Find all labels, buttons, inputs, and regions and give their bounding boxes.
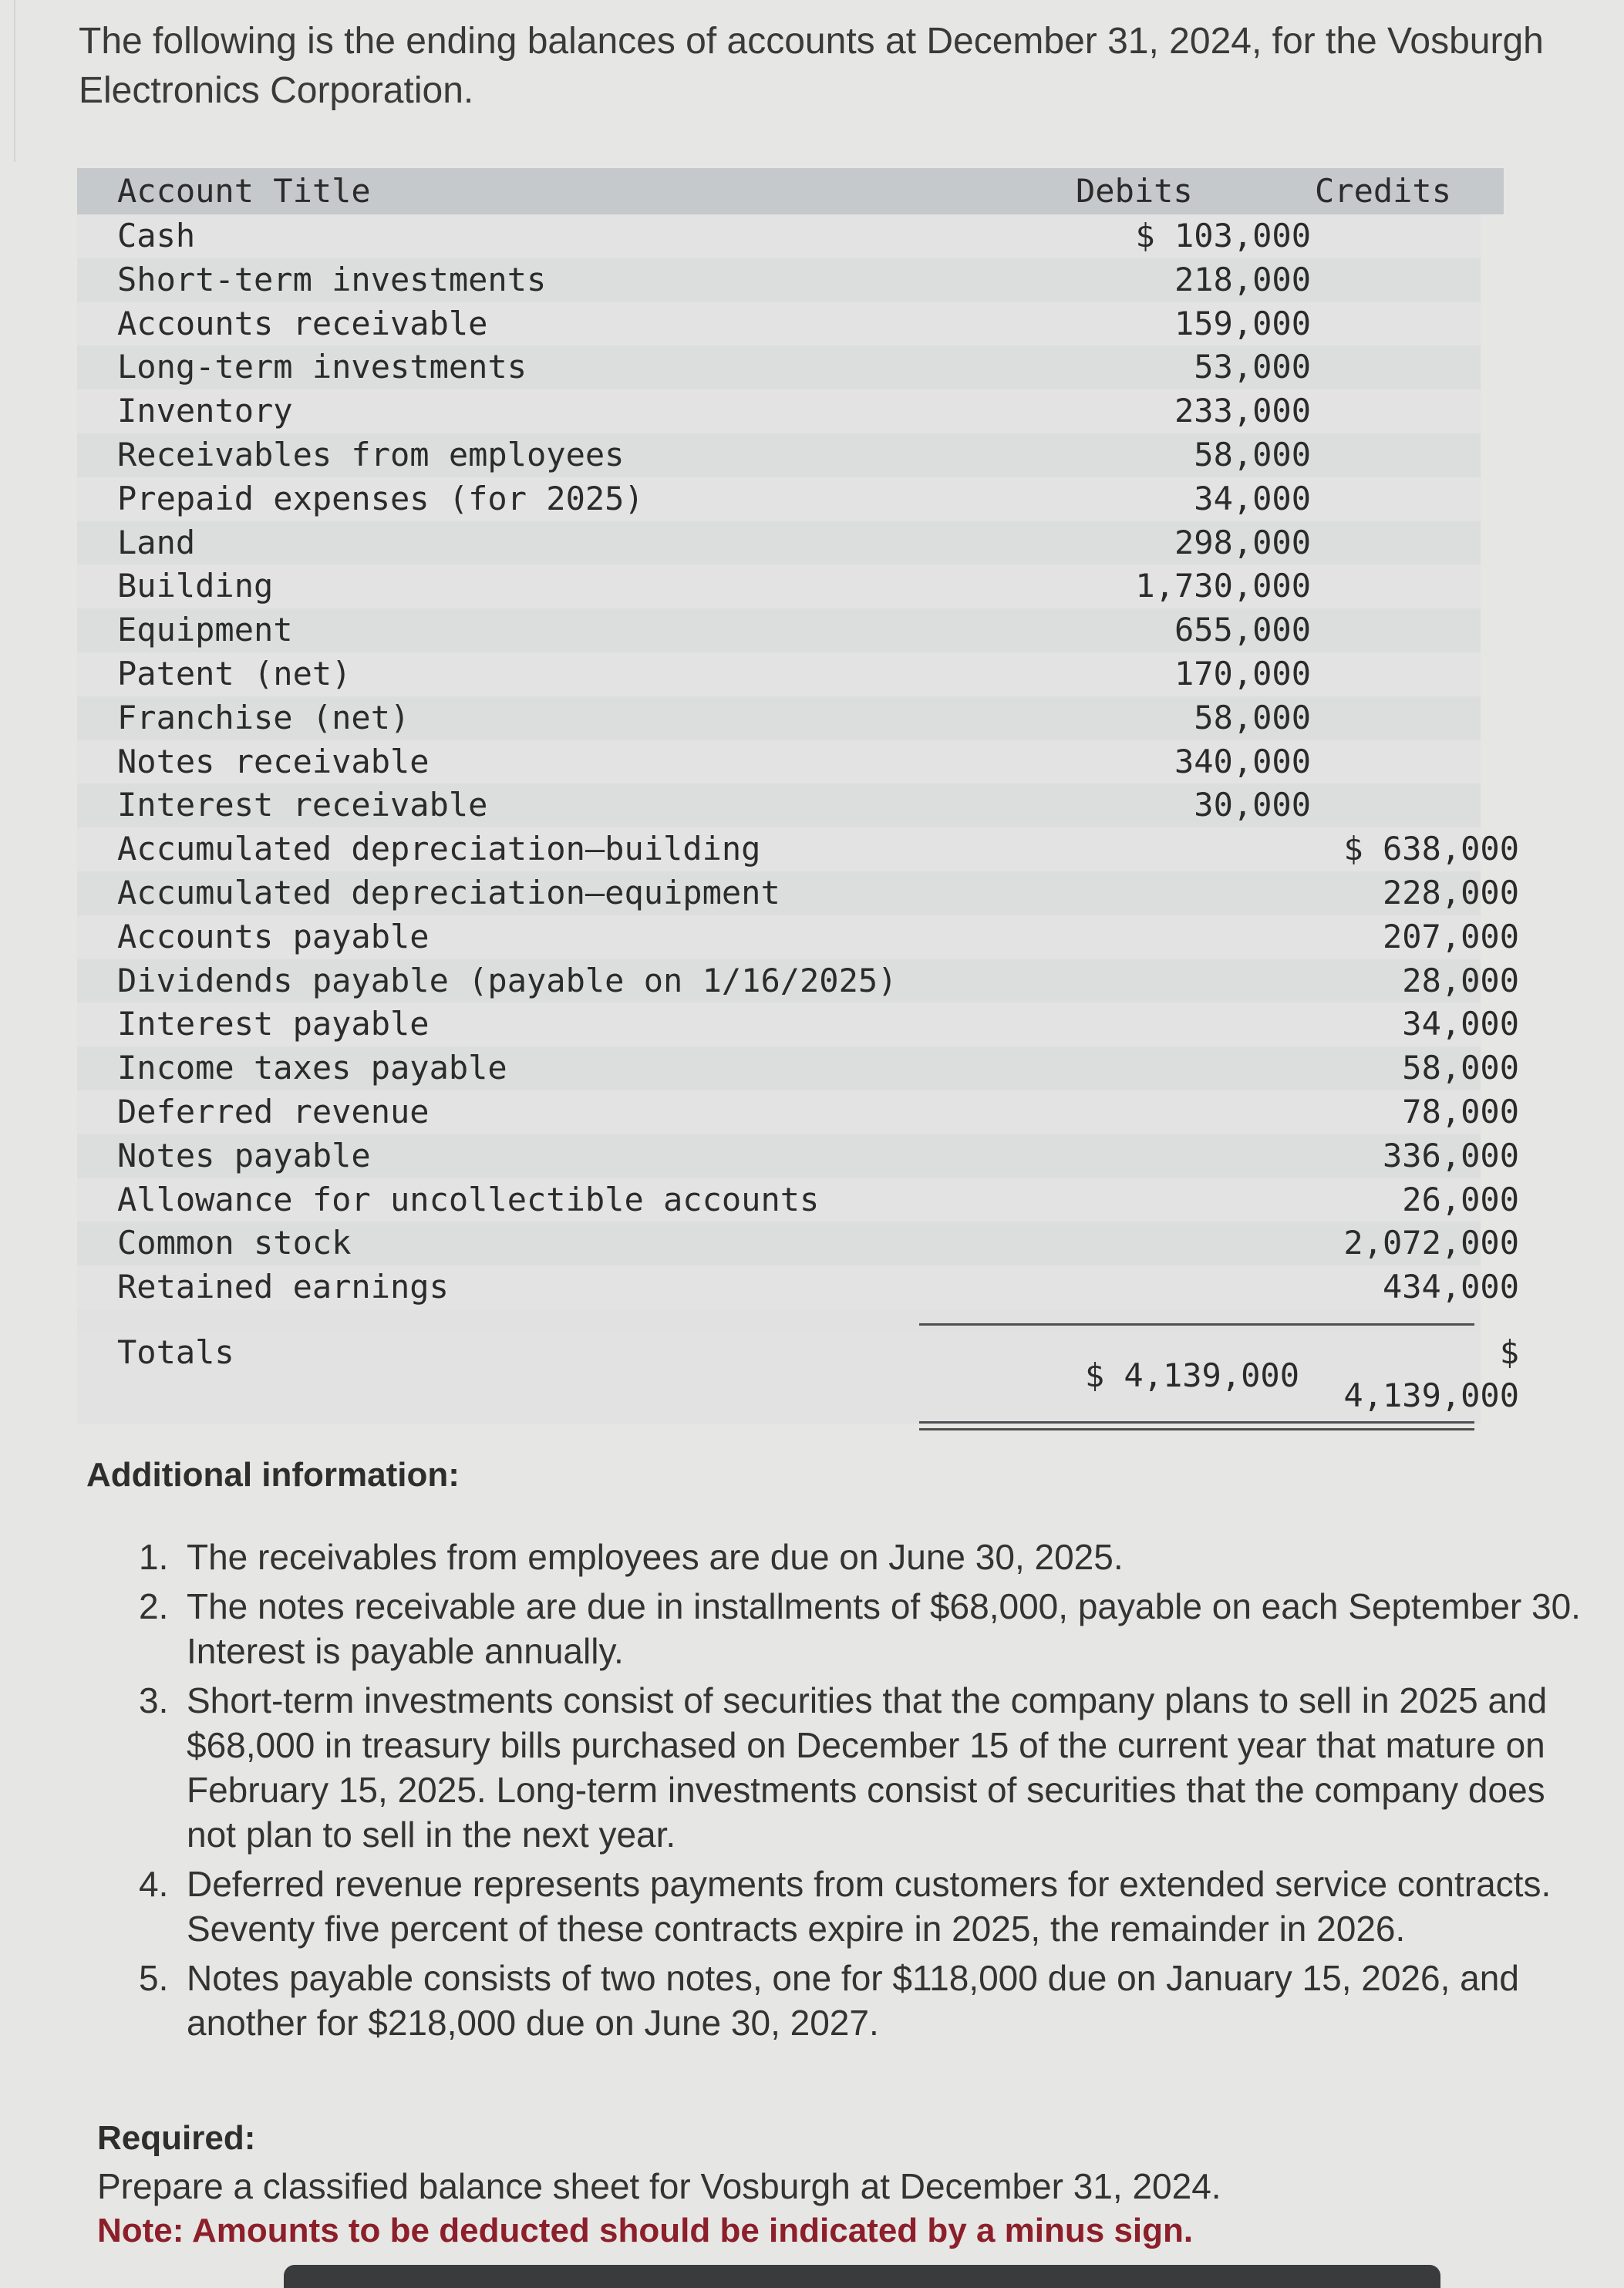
- list-number: 3.: [139, 1680, 169, 1720]
- list-text: The notes receivable are due in installments of $68,000, payable on each September 30. Interest is payable annually.: [187, 1586, 1581, 1671]
- table-row: [77, 1222, 1519, 1265]
- debit-amount: $ 103,000: [1135, 217, 1311, 254]
- totals-credit: 4,139,000: [1343, 1376, 1519, 1414]
- required-text: Prepare a classified balance sheet for Vosburgh at December 31, 2024.: [97, 2166, 1221, 2206]
- list-item: [139, 1535, 1589, 1579]
- debit-amount: 30,000: [1194, 786, 1311, 824]
- account-title: Short-term investments: [117, 260, 547, 298]
- table-row: [77, 608, 1481, 652]
- table-row: [77, 389, 1481, 433]
- list-item: [139, 1678, 1589, 1857]
- credit-amount: 336,000: [1382, 1136, 1519, 1174]
- list-number: 5.: [139, 1958, 169, 1998]
- debit-amount: 159,000: [1174, 304, 1311, 342]
- required-note: Note: Amounts to be deducted should be indicated by a minus sign.: [97, 2212, 1194, 2249]
- table-spacer: [77, 1309, 1481, 1331]
- list-text: The receivables from employees are due on June 30, 2025.: [187, 1537, 1124, 1577]
- header-credits: Credits: [1315, 172, 1452, 210]
- table-row: [77, 1002, 1519, 1046]
- bottom-toolbar-edge: [284, 2265, 1440, 2288]
- table-row: [77, 214, 1481, 258]
- list-text: Short-term investments consist of securities that the company plans to sell in 2025 and $68,000 in treasury bills purchased on December 15 of the current year that mature on February 15, 2025. Long-term investments consist of securities that the company does not plan to sell in the next year.: [187, 1680, 1548, 1855]
- account-title: Patent (net): [117, 654, 352, 692]
- account-title: Inventory: [117, 392, 293, 430]
- totals-debit: $ 4,139,000: [1084, 1356, 1299, 1394]
- credit-amount: $ 638,000: [1343, 830, 1519, 868]
- table-row: [77, 827, 1519, 871]
- account-title: Allowance for uncollectible accounts: [117, 1180, 820, 1218]
- debit-amount: 58,000: [1194, 698, 1311, 736]
- totals-credit-symbol: $: [1499, 1333, 1519, 1371]
- credit-amount: 434,000: [1382, 1268, 1519, 1306]
- table-row: [77, 1265, 1519, 1309]
- table-row: [77, 477, 1481, 521]
- account-title: Notes payable: [117, 1136, 371, 1174]
- credit-amount: 34,000: [1402, 1005, 1519, 1043]
- list-item: [139, 1862, 1589, 1951]
- account-title: Long-term investments: [117, 348, 527, 386]
- list-number: 1.: [139, 1537, 169, 1577]
- account-title: Income taxes payable: [117, 1049, 507, 1087]
- account-title: Dividends payable (payable on 1/16/2025): [117, 961, 898, 999]
- account-title: Receivables from employees: [117, 435, 625, 473]
- credit-amount: 58,000: [1402, 1049, 1519, 1087]
- account-title: Accumulated depreciation—building: [117, 830, 761, 868]
- list-text: Notes payable consists of two notes, one for $118,000 due on January 15, 2026, and another for $218,000 due on June 30, 2027.: [187, 1958, 1519, 2043]
- debit-amount: 53,000: [1194, 348, 1311, 386]
- table-row: [77, 302, 1481, 346]
- table-row: [77, 740, 1481, 784]
- table-row: [77, 1134, 1519, 1178]
- debit-amount: 1,730,000: [1135, 567, 1311, 605]
- credit-amount: 228,000: [1382, 873, 1519, 911]
- account-title: Interest payable: [117, 1005, 430, 1043]
- table-row: [77, 433, 1481, 477]
- account-title: Accumulated depreciation—equipment: [117, 873, 780, 911]
- account-title: Notes receivable: [117, 742, 430, 780]
- table-row: [77, 915, 1519, 959]
- table-header: [77, 168, 1504, 214]
- account-title: Accounts receivable: [117, 304, 488, 342]
- debit-amount: 218,000: [1174, 260, 1311, 298]
- credit-amount: 2,072,000: [1343, 1224, 1519, 1262]
- table-row: [77, 1178, 1519, 1222]
- credit-amount: 26,000: [1402, 1180, 1519, 1218]
- account-title: Building: [117, 567, 274, 605]
- table-row: [77, 1046, 1519, 1090]
- debit-amount: 34,000: [1194, 479, 1311, 517]
- table-row: [77, 652, 1481, 696]
- table-row: [77, 783, 1481, 827]
- table-row: [77, 345, 1481, 389]
- debit-amount: 233,000: [1174, 392, 1311, 430]
- table-row: [77, 258, 1481, 302]
- account-title: Equipment: [117, 611, 293, 649]
- list-text: Deferred revenue represents payments from customers for extended service contracts. Seventy five percent of these contracts expire in 2025, the remainder in 2026.: [187, 1864, 1552, 1949]
- list-number: 2.: [139, 1586, 169, 1626]
- list-item: [139, 1956, 1589, 2045]
- account-title: Land: [117, 523, 196, 561]
- table-row: [77, 871, 1519, 915]
- debit-amount: 340,000: [1174, 742, 1311, 780]
- table-body: [77, 214, 1519, 1309]
- account-title: Retained earnings: [117, 1268, 449, 1306]
- intro-text: The following is the ending balances of accounts at December 31, 2024, for the Vosburgh Electronics Corporation.: [79, 21, 1544, 111]
- totals-label: Totals: [117, 1333, 234, 1371]
- account-title: Interest receivable: [117, 786, 488, 824]
- debit-amount: 298,000: [1174, 523, 1311, 561]
- credit-amount: 207,000: [1382, 917, 1519, 955]
- total-double-rule: [919, 1421, 1474, 1430]
- table-row: [77, 564, 1481, 608]
- trial-balance-table: [77, 168, 1519, 1424]
- account-title: Franchise (net): [117, 698, 410, 736]
- debit-amount: 58,000: [1194, 435, 1311, 473]
- table-row: [77, 1090, 1519, 1134]
- subtotal-rule: [919, 1323, 1474, 1326]
- account-title: Deferred revenue: [117, 1092, 430, 1131]
- account-title: Accounts payable: [117, 917, 430, 955]
- list-number: 4.: [139, 1864, 169, 1904]
- credit-amount: 78,000: [1402, 1092, 1519, 1131]
- header-account-title: Account Title: [117, 172, 371, 210]
- account-title: Cash: [117, 217, 196, 254]
- list-item: [139, 1584, 1589, 1673]
- account-title: Common stock: [117, 1224, 352, 1262]
- additional-info-list: [139, 1535, 1589, 2050]
- table-row: [77, 959, 1519, 1003]
- debit-amount: 170,000: [1174, 654, 1311, 692]
- additional-info-heading: Additional information:: [86, 1456, 460, 1494]
- header-debits: Debits: [1076, 172, 1193, 210]
- account-title: Prepaid expenses (for 2025): [117, 479, 644, 517]
- table-row: [77, 521, 1481, 565]
- credit-amount: 28,000: [1402, 961, 1519, 999]
- table-row: [77, 696, 1481, 740]
- required-heading: Required:: [97, 2119, 256, 2157]
- table-row-totals: [77, 1331, 1519, 1424]
- page-edge: [0, 0, 15, 162]
- debit-amount: 655,000: [1174, 611, 1311, 649]
